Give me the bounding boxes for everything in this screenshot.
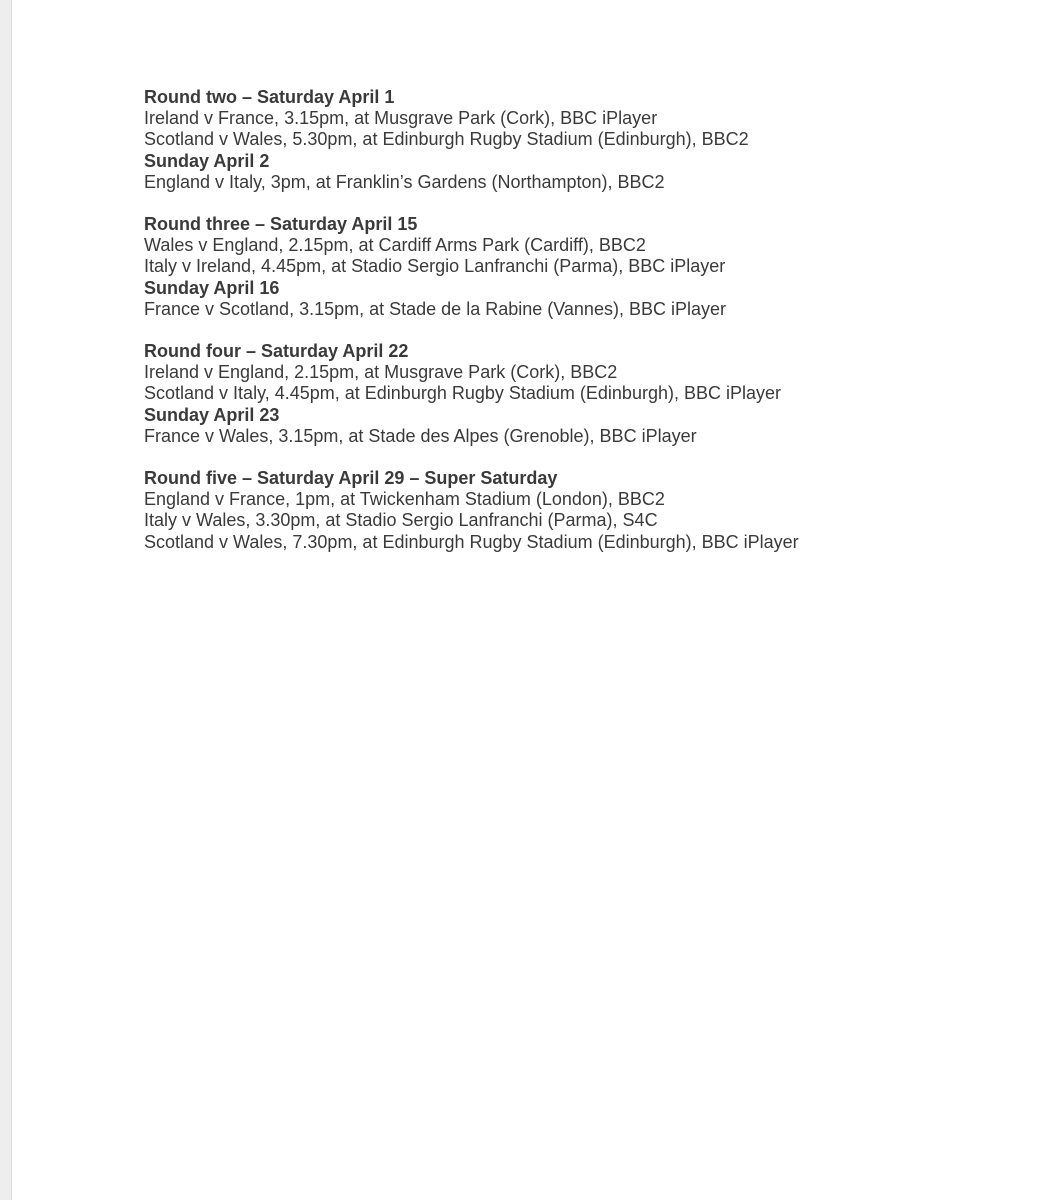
document-page: [12, 0, 1045, 1200]
round-heading: Round three – Saturday April 15: [144, 214, 418, 235]
fixtures-schedule: [144, 87, 1024, 574]
round-heading: Round four – Saturday April 22: [144, 341, 409, 362]
fixture-line: England v France, 1pm, at Twickenham Stadium (London), BBC2: [144, 489, 665, 510]
fixture-line: Scotland v Italy, 4.45pm, at Edinburgh Rugby Stadium (Edinburgh), BBC iPlayer: [144, 383, 781, 404]
round-heading: Round two – Saturday April 1: [144, 87, 395, 107]
fixture-line: Ireland v England, 2.15pm, at Musgrave Park (Cork), BBC2: [144, 362, 618, 383]
fixture-line: France v Scotland, 3.15pm, at Stade de la Rabine (Vannes), BBC iPlayer: [144, 298, 726, 319]
round-three-section: [144, 214, 1024, 320]
round-heading: Round five – Saturday April 29 – Super Saturday: [144, 468, 558, 489]
fixture-line: Scotland v Wales, 7.30pm, at Edinburgh Rugby Stadium (Edinburgh), BBC iPlayer: [144, 531, 799, 552]
fixture-line: France v Wales, 3.15pm, at Stade des Alpes (Grenoble), BBC iPlayer: [144, 425, 697, 446]
day-heading: Sunday April 2: [144, 150, 270, 171]
day-heading: Sunday April 16: [144, 277, 280, 298]
page-margin-strip: [0, 0, 12, 1200]
fixture-line: Wales v England, 2.15pm, at Cardiff Arms Park (Cardiff), BBC2: [144, 235, 646, 256]
fixture-line: Scotland v Wales, 5.30pm, at Edinburgh Rugby Stadium (Edinburgh), BBC2: [144, 129, 749, 150]
day-heading: Sunday April 23: [144, 404, 280, 425]
fixture-line: Ireland v France, 3.15pm, at Musgrave Park (Cork), BBC iPlayer: [144, 108, 658, 129]
fixture-line: Italy v Wales, 3.30pm, at Stadio Sergio Lanfranchi (Parma), S4C: [144, 510, 658, 531]
round-two-section: [144, 87, 1024, 193]
fixture-line: England v Italy, 3pm, at Franklin’s Gardens (Northampton), BBC2: [144, 171, 665, 192]
round-four-section: [144, 341, 1024, 447]
round-five-section: [144, 468, 1024, 553]
fixture-line: Italy v Ireland, 4.45pm, at Stadio Sergio Lanfranchi (Parma), BBC iPlayer: [144, 256, 726, 277]
